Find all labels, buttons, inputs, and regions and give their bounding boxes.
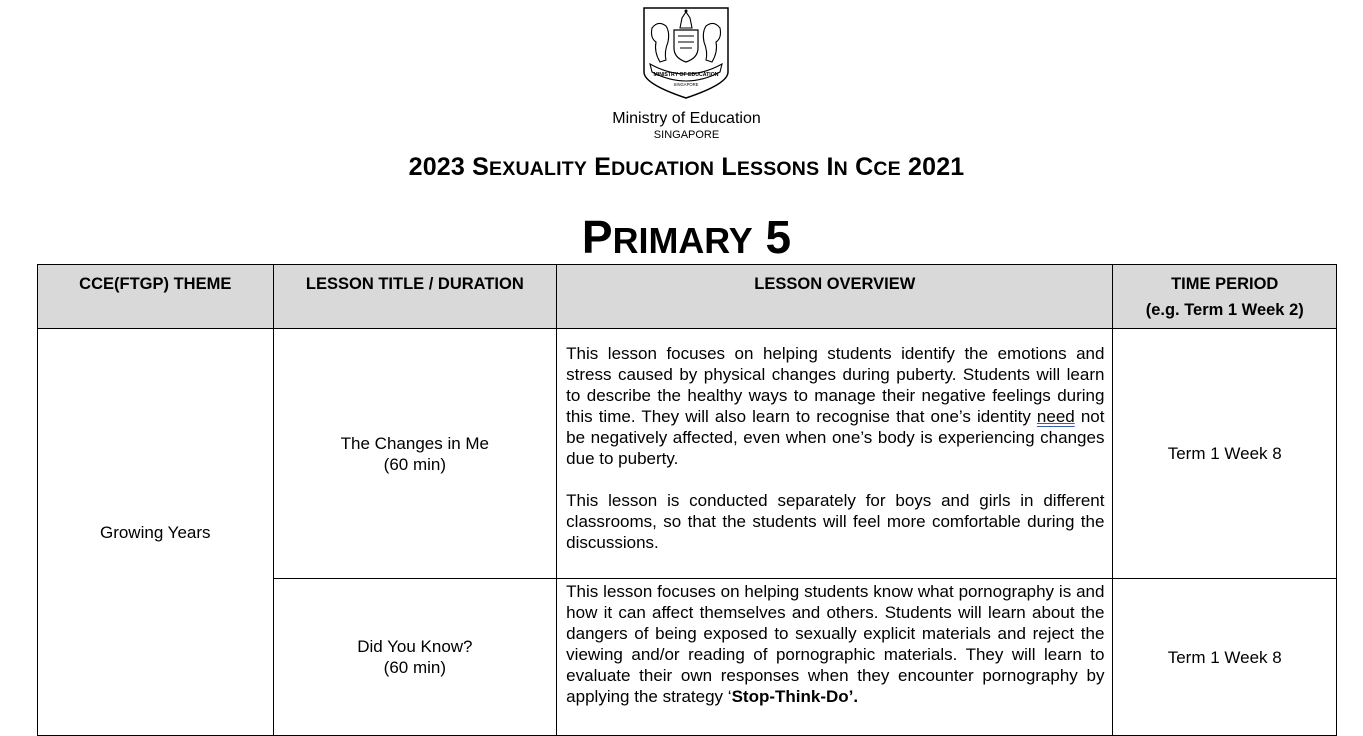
overview-text: This lesson focuses on helping students identify the emotions and stress caused by physical changes during puberty. Students will learn to describe the healthy ways to manage their negative feelings during this time. They will also learn to recognise that one’s identity [566,344,1105,426]
lesson-title-cell [273,329,557,579]
lesson-overview-cell [557,329,1113,579]
lessons-table [37,264,1337,736]
document-title-text: SEXUALITY EDUCATION LESSONS IN CCE 2021 [472,153,965,181]
overview-text: This lesson focuses on helping students know what pornography is and how it can affect themselves and others. Students will learn about the dangers of being exposed to sexually explicit materials and reject the viewing and/or reading of pornographic materials. They will learn to evaluate their own responses when they encounter pornography by applying the strategy ‘ [566,582,1105,706]
overview-paragraph [566,343,1104,469]
time-period-cell: Term 1 Week 8 [1113,329,1337,579]
header-overview: LESSON OVERVIEW [557,265,1113,329]
header-theme: CCE(FTGP) THEME [38,265,274,329]
table-row [38,329,1337,579]
level-heading [0,210,1363,264]
overview-underlined-word: need [1036,407,1075,426]
document-title-year: 2023 [408,153,466,181]
header-time-period-label: TIME PERIOD [1171,275,1279,293]
level-heading-text: PRIMARY 5 [581,211,792,263]
lesson-title: Did You Know? [357,637,473,656]
ministry-name: Ministry of Education [612,110,761,127]
header-time-period [1113,265,1337,329]
time-period-cell: Term 1 Week 8 [1113,579,1337,736]
crest-ribbon-text: MINISTRY OF EDUCATION [653,72,719,78]
overview-paragraph [566,581,1104,707]
moe-crest-logo [642,6,730,100]
lesson-title-cell [273,579,557,736]
document-title [0,153,1363,182]
overview-paragraph: This lesson is conducted separately for boys and girls in different classrooms, so that the students will feel more comfortable during the discussions. [566,491,1105,552]
table-header-row [38,265,1337,329]
lesson-duration: (60 min) [383,454,447,474]
overview-bold-text: Stop-Think-Do’. [731,687,859,706]
header-time-period-example: (e.g. Term 1 Week 2) [1145,301,1304,319]
lesson-overview-cell [557,579,1113,736]
lesson-duration: (60 min) [383,658,447,677]
ministry-country: SINGAPORE [653,129,720,141]
overview-text: not be negatively affected, even when one’s body is experiencing changes due to puberty. [566,407,1105,468]
lesson-title: The Changes in Me [340,433,490,453]
theme-cell: Growing Years [38,329,274,736]
header-lesson-title: LESSON TITLE / DURATION [273,265,557,329]
crest-country-text: SINGAPORE [673,82,699,87]
